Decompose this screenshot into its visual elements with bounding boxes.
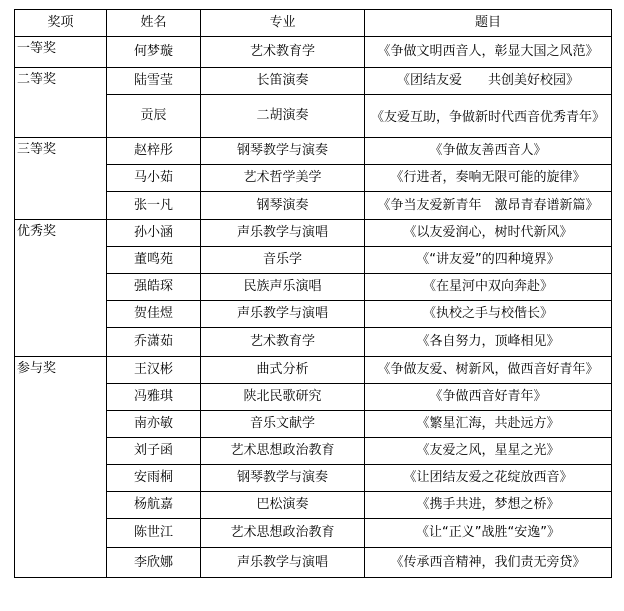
winner-major: 音乐文献学 — [201, 411, 365, 438]
winner-major: 艺术思想政治教育 — [201, 438, 365, 465]
award-excellence: 优秀奖 — [15, 220, 107, 357]
winner-name: 赵梓彤 — [107, 138, 201, 165]
winner-major: 艺术思想政治教育 — [201, 519, 365, 548]
header-title: 题目 — [365, 10, 612, 37]
essay-title: 《争做文明西音人，彰显大国之风范》 — [365, 37, 612, 68]
table-row — [15, 357, 612, 384]
award-second: 二等奖 — [15, 68, 107, 138]
winner-name: 王汉彬 — [107, 357, 201, 384]
winner-major: 曲式分析 — [201, 357, 365, 384]
essay-title: 《传承西音精神，我们责无旁贷》 — [365, 548, 612, 578]
essay-title: 《让“正义”战胜“安逸”》 — [365, 519, 612, 548]
essay-title: 《争做西音好青年》 — [365, 384, 612, 411]
winner-name: 李欣娜 — [107, 548, 201, 578]
winner-major: 钢琴演奏 — [201, 192, 365, 220]
table-row — [15, 37, 612, 68]
winner-major: 巴松演奏 — [201, 492, 365, 519]
winner-name: 安雨桐 — [107, 465, 201, 492]
essay-title: 《友爱互助，争做新时代西音优秀青年》 — [365, 95, 612, 138]
winner-major: 二胡演奏 — [201, 95, 365, 138]
essay-title: 《争做友善西音人》 — [365, 138, 612, 165]
essay-title: 《行进者，奏响无限可能的旋律》 — [365, 165, 612, 192]
winner-name: 马小茹 — [107, 165, 201, 192]
winner-name: 贡辰 — [107, 95, 201, 138]
essay-title: 《争当友爱新青年 激昂青春谱新篇》 — [365, 192, 612, 220]
essay-title: 《以友爱润心，树时代新风》 — [365, 220, 612, 247]
winner-major: 声乐教学与演唱 — [201, 301, 365, 328]
award-third: 三等奖 — [15, 138, 107, 220]
essay-title: 《争做友爱、树新风，做西音好青年》 — [365, 357, 612, 384]
header-major: 专业 — [201, 10, 365, 37]
winner-name: 何梦璇 — [107, 37, 201, 68]
essay-title: 《各自努力，顶峰相见》 — [365, 328, 612, 357]
winner-major: 民族声乐演唱 — [201, 274, 365, 301]
essay-title: 《携手共进，梦想之桥》 — [365, 492, 612, 519]
essay-title: 《执校之手与校偕长》 — [365, 301, 612, 328]
essay-title: 《友爱之风，星星之光》 — [365, 438, 612, 465]
winner-name: 南亦敏 — [107, 411, 201, 438]
winner-major: 艺术教育学 — [201, 328, 365, 357]
winner-name: 冯雅琪 — [107, 384, 201, 411]
essay-title: 《团结友爱 共创美好校园》 — [365, 68, 612, 95]
winner-name: 张一凡 — [107, 192, 201, 220]
winner-major: 艺术教育学 — [201, 37, 365, 68]
winner-name: 刘子函 — [107, 438, 201, 465]
winner-name: 陈世江 — [107, 519, 201, 548]
award-first: 一等奖 — [15, 37, 107, 68]
essay-title: 《“讲友爱”的四种境界》 — [365, 247, 612, 274]
table-header-row — [15, 10, 612, 37]
winner-name: 乔潇茹 — [107, 328, 201, 357]
winner-major: 声乐教学与演唱 — [201, 548, 365, 578]
winner-name: 杨航嘉 — [107, 492, 201, 519]
table-row — [15, 68, 612, 95]
table-row — [15, 138, 612, 165]
award-participation: 参与奖 — [15, 357, 107, 578]
winner-major: 钢琴教学与演奏 — [201, 138, 365, 165]
winner-major: 钢琴教学与演奏 — [201, 465, 365, 492]
table-row — [15, 220, 612, 247]
winner-name: 董鸣苑 — [107, 247, 201, 274]
winner-major: 音乐学 — [201, 247, 365, 274]
essay-title: 《在星河中双向奔赴》 — [365, 274, 612, 301]
winner-name: 陆雪莹 — [107, 68, 201, 95]
essay-title: 《让团结友爱之花绽放西音》 — [365, 465, 612, 492]
winner-major: 艺术哲学美学 — [201, 165, 365, 192]
winner-name: 贺佳煜 — [107, 301, 201, 328]
awards-table-container — [14, 9, 612, 578]
winner-name: 强皓琛 — [107, 274, 201, 301]
winner-name: 孙小涵 — [107, 220, 201, 247]
awards-table — [14, 9, 612, 578]
header-award: 奖项 — [15, 10, 107, 37]
winner-major: 声乐教学与演唱 — [201, 220, 365, 247]
essay-title: 《繁星汇海，共赴远方》 — [365, 411, 612, 438]
winner-major: 陕北民歌研究 — [201, 384, 365, 411]
winner-major: 长笛演奏 — [201, 68, 365, 95]
header-name: 姓名 — [107, 10, 201, 37]
